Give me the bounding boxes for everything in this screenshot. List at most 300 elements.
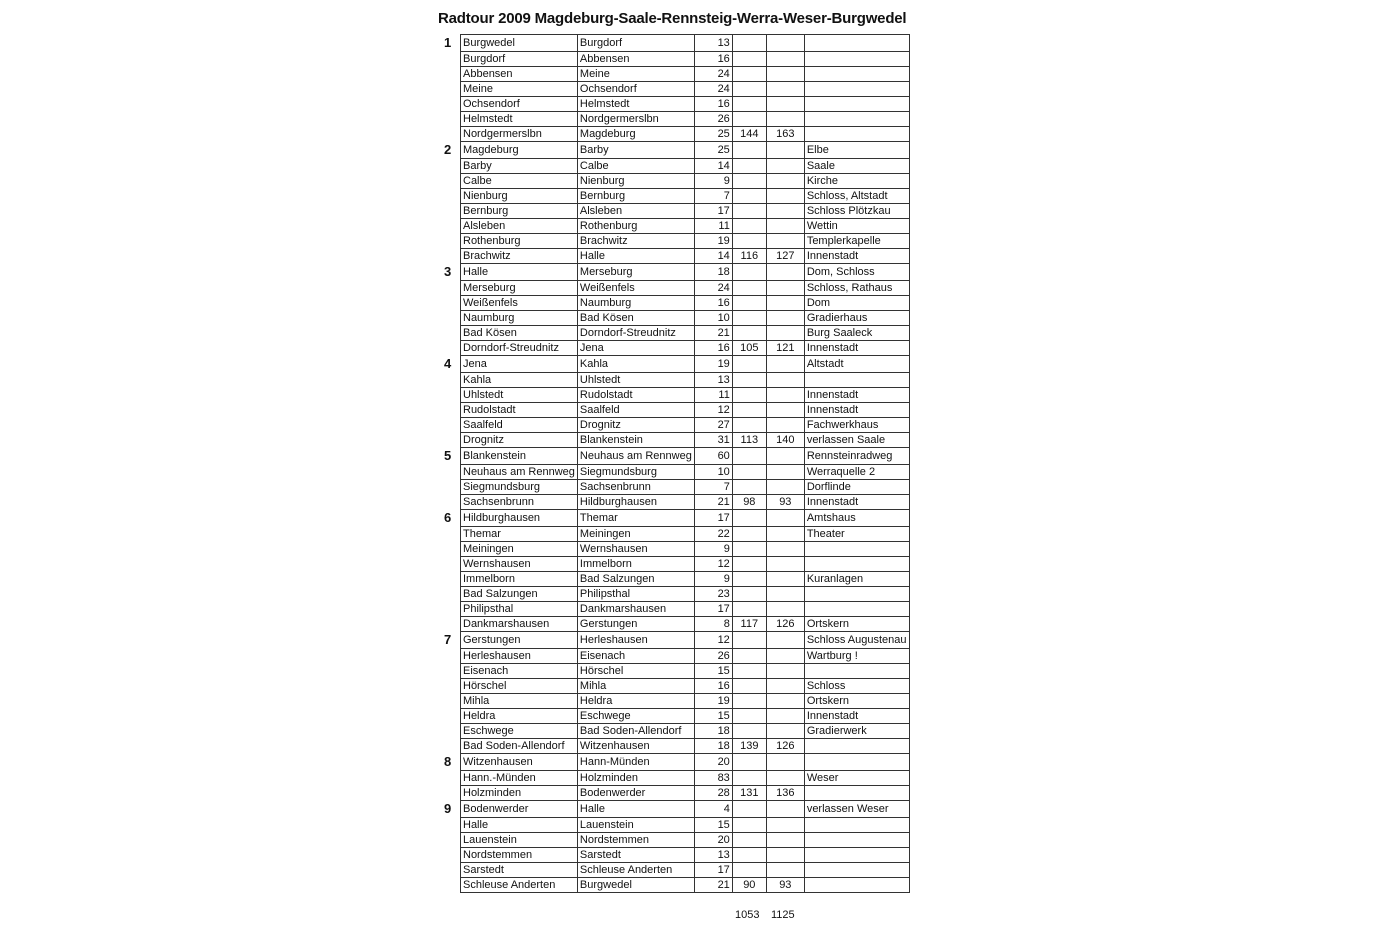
cell-to: Magdeburg bbox=[577, 127, 694, 142]
table-row bbox=[461, 448, 910, 465]
cell-note: Werraquelle 2 bbox=[804, 465, 909, 480]
table-row bbox=[461, 632, 910, 649]
cell-sum2 bbox=[766, 388, 804, 403]
cell-sum1 bbox=[732, 664, 766, 679]
total-sum1: 1053 bbox=[735, 909, 760, 921]
cell-sum2: 121 bbox=[766, 341, 804, 356]
cell-note: Altstadt bbox=[804, 356, 909, 373]
day-number: 6 bbox=[444, 509, 452, 525]
cell-to: Weißenfels bbox=[577, 281, 694, 296]
table-row bbox=[461, 264, 910, 281]
cell-to: Drognitz bbox=[577, 418, 694, 433]
day-number: 3 bbox=[444, 263, 452, 279]
cell-sum2 bbox=[766, 159, 804, 174]
cell-sum1 bbox=[732, 174, 766, 189]
table-row bbox=[461, 480, 910, 495]
cell-to: Neuhaus am Rennweg bbox=[577, 448, 694, 465]
cell-to: Jena bbox=[577, 341, 694, 356]
cell-sum1 bbox=[732, 818, 766, 833]
cell-sum1 bbox=[732, 82, 766, 97]
cell-sum1: 116 bbox=[732, 249, 766, 264]
cell-sum1 bbox=[732, 35, 766, 52]
cell-sum1 bbox=[732, 527, 766, 542]
cell-sum1 bbox=[732, 189, 766, 204]
cell-km: 9 bbox=[694, 542, 732, 557]
table-row bbox=[461, 557, 910, 572]
cell-sum2 bbox=[766, 296, 804, 311]
cell-to: Saalfeld bbox=[577, 403, 694, 418]
cell-from: Immelborn bbox=[461, 572, 578, 587]
cell-note: Saale bbox=[804, 159, 909, 174]
cell-km: 60 bbox=[694, 448, 732, 465]
table-row bbox=[461, 52, 910, 67]
day-number: 2 bbox=[444, 141, 452, 157]
cell-from: Lauenstein bbox=[461, 833, 578, 848]
cell-to: Meine bbox=[577, 67, 694, 82]
cell-km: 21 bbox=[694, 326, 732, 341]
table-row bbox=[461, 587, 910, 602]
cell-note bbox=[804, 557, 909, 572]
cell-sum2 bbox=[766, 448, 804, 465]
cell-sum2: 93 bbox=[766, 878, 804, 893]
table-row bbox=[461, 204, 910, 219]
cell-sum1 bbox=[732, 356, 766, 373]
cell-sum1 bbox=[732, 542, 766, 557]
cell-km: 18 bbox=[694, 264, 732, 281]
table-row bbox=[461, 878, 910, 893]
cell-note: Schloss, Rathaus bbox=[804, 281, 909, 296]
cell-from: Neuhaus am Rennweg bbox=[461, 465, 578, 480]
cell-km: 11 bbox=[694, 388, 732, 403]
cell-sum2 bbox=[766, 418, 804, 433]
cell-to: Alsleben bbox=[577, 204, 694, 219]
cell-sum1: 131 bbox=[732, 786, 766, 801]
cell-sum2 bbox=[766, 572, 804, 587]
cell-sum2 bbox=[766, 771, 804, 786]
cell-from: Schleuse Anderten bbox=[461, 878, 578, 893]
table-row bbox=[461, 127, 910, 142]
cell-sum1 bbox=[732, 754, 766, 771]
cell-sum2 bbox=[766, 281, 804, 296]
cell-note: Kuranlagen bbox=[804, 572, 909, 587]
cell-from: Burgdorf bbox=[461, 52, 578, 67]
cell-to: Rothenburg bbox=[577, 219, 694, 234]
cell-sum1 bbox=[732, 67, 766, 82]
cell-sum2 bbox=[766, 234, 804, 249]
cell-sum2 bbox=[766, 204, 804, 219]
cell-km: 17 bbox=[694, 204, 732, 219]
cell-from: Dorndorf-Streudnitz bbox=[461, 341, 578, 356]
cell-from: Mihla bbox=[461, 694, 578, 709]
cell-km: 21 bbox=[694, 878, 732, 893]
cell-sum2 bbox=[766, 649, 804, 664]
cell-to: Rudolstadt bbox=[577, 388, 694, 403]
cell-km: 24 bbox=[694, 82, 732, 97]
cell-to: Eschwege bbox=[577, 709, 694, 724]
cell-from: Uhlstedt bbox=[461, 388, 578, 403]
cell-km: 21 bbox=[694, 495, 732, 510]
table-row bbox=[461, 754, 910, 771]
cell-sum1 bbox=[732, 557, 766, 572]
table-row bbox=[461, 281, 910, 296]
cell-from: Helmstedt bbox=[461, 112, 578, 127]
cell-to: Immelborn bbox=[577, 557, 694, 572]
cell-sum2 bbox=[766, 174, 804, 189]
day-number: 8 bbox=[444, 753, 452, 769]
table-row bbox=[461, 572, 910, 587]
cell-sum1: 98 bbox=[732, 495, 766, 510]
cell-to: Bad Soden-Allendorf bbox=[577, 724, 694, 739]
table-row bbox=[461, 356, 910, 373]
table-row bbox=[461, 495, 910, 510]
cell-sum1 bbox=[732, 709, 766, 724]
cell-sum1 bbox=[732, 234, 766, 249]
cell-to: Bad Kösen bbox=[577, 311, 694, 326]
cell-from: Herleshausen bbox=[461, 649, 578, 664]
cell-sum2 bbox=[766, 587, 804, 602]
cell-to: Hörschel bbox=[577, 664, 694, 679]
cell-to: Sarstedt bbox=[577, 848, 694, 863]
cell-km: 25 bbox=[694, 127, 732, 142]
cell-note: Schloss Plötzkau bbox=[804, 204, 909, 219]
cell-to: Hann-Münden bbox=[577, 754, 694, 771]
cell-to: Witzenhausen bbox=[577, 739, 694, 754]
cell-from: Merseburg bbox=[461, 281, 578, 296]
table-row bbox=[461, 786, 910, 801]
cell-sum2 bbox=[766, 863, 804, 878]
cell-sum1 bbox=[732, 632, 766, 649]
cell-km: 8 bbox=[694, 617, 732, 632]
cell-to: Gerstungen bbox=[577, 617, 694, 632]
cell-note bbox=[804, 878, 909, 893]
cell-from: Hildburghausen bbox=[461, 510, 578, 527]
table-row bbox=[461, 159, 910, 174]
cell-sum2 bbox=[766, 35, 804, 52]
cell-km: 22 bbox=[694, 527, 732, 542]
cell-sum2: 140 bbox=[766, 433, 804, 448]
cell-to: Abbensen bbox=[577, 52, 694, 67]
cell-sum2 bbox=[766, 373, 804, 388]
cell-to: Blankenstein bbox=[577, 433, 694, 448]
cell-from: Alsleben bbox=[461, 219, 578, 234]
cell-sum2 bbox=[766, 754, 804, 771]
cell-from: Holzminden bbox=[461, 786, 578, 801]
cell-from: Blankenstein bbox=[461, 448, 578, 465]
cell-km: 19 bbox=[694, 356, 732, 373]
cell-km: 7 bbox=[694, 480, 732, 495]
day-number: 1 bbox=[444, 34, 452, 50]
cell-note: Wartburg ! bbox=[804, 649, 909, 664]
cell-km: 24 bbox=[694, 67, 732, 82]
cell-sum2 bbox=[766, 142, 804, 159]
cell-note bbox=[804, 97, 909, 112]
cell-sum2 bbox=[766, 356, 804, 373]
cell-sum2 bbox=[766, 480, 804, 495]
cell-sum2 bbox=[766, 818, 804, 833]
cell-from: Saalfeld bbox=[461, 418, 578, 433]
cell-to: Kahla bbox=[577, 356, 694, 373]
cell-note: Gradierwerk bbox=[804, 724, 909, 739]
table-row bbox=[461, 617, 910, 632]
cell-to: Nienburg bbox=[577, 174, 694, 189]
cell-km: 10 bbox=[694, 465, 732, 480]
table-row bbox=[461, 833, 910, 848]
cell-from: Kahla bbox=[461, 373, 578, 388]
table-row bbox=[461, 82, 910, 97]
cell-from: Dankmarshausen bbox=[461, 617, 578, 632]
cell-note bbox=[804, 786, 909, 801]
cell-sum2 bbox=[766, 557, 804, 572]
cell-note bbox=[804, 863, 909, 878]
total-sum2: 1125 bbox=[771, 909, 795, 921]
cell-note bbox=[804, 52, 909, 67]
cell-from: Meine bbox=[461, 82, 578, 97]
cell-sum2: 127 bbox=[766, 249, 804, 264]
cell-note: Ortskern bbox=[804, 617, 909, 632]
cell-to: Siegmundsburg bbox=[577, 465, 694, 480]
day-number: 7 bbox=[444, 631, 452, 647]
table-row bbox=[461, 67, 910, 82]
cell-sum2 bbox=[766, 189, 804, 204]
page-title: Radtour 2009 Magdeburg-Saale-Rennsteig-Werra-Weser-Burgwedel bbox=[438, 10, 907, 27]
cell-km: 25 bbox=[694, 142, 732, 159]
cell-from: Witzenhausen bbox=[461, 754, 578, 771]
cell-from: Gerstungen bbox=[461, 632, 578, 649]
table-row bbox=[461, 709, 910, 724]
cell-note bbox=[804, 587, 909, 602]
cell-km: 12 bbox=[694, 632, 732, 649]
cell-from: Meiningen bbox=[461, 542, 578, 557]
cell-km: 14 bbox=[694, 249, 732, 264]
cell-to: Meiningen bbox=[577, 527, 694, 542]
table-row bbox=[461, 801, 910, 818]
cell-sum1 bbox=[732, 480, 766, 495]
cell-to: Barby bbox=[577, 142, 694, 159]
cell-from: Naumburg bbox=[461, 311, 578, 326]
table-row bbox=[461, 527, 910, 542]
cell-sum2 bbox=[766, 801, 804, 818]
cell-sum1: 144 bbox=[732, 127, 766, 142]
cell-note bbox=[804, 754, 909, 771]
day-number: 9 bbox=[444, 800, 452, 816]
cell-sum2 bbox=[766, 510, 804, 527]
cell-from: Jena bbox=[461, 356, 578, 373]
cell-to: Halle bbox=[577, 249, 694, 264]
cell-sum1 bbox=[732, 281, 766, 296]
cell-note: Schloss bbox=[804, 679, 909, 694]
cell-note bbox=[804, 602, 909, 617]
cell-km: 18 bbox=[694, 739, 732, 754]
cell-sum1 bbox=[732, 97, 766, 112]
cell-note: Ortskern bbox=[804, 694, 909, 709]
cell-km: 16 bbox=[694, 341, 732, 356]
cell-km: 12 bbox=[694, 403, 732, 418]
cell-to: Sachsenbrunn bbox=[577, 480, 694, 495]
cell-km: 20 bbox=[694, 754, 732, 771]
cell-to: Uhlstedt bbox=[577, 373, 694, 388]
cell-sum2 bbox=[766, 833, 804, 848]
cell-km: 13 bbox=[694, 373, 732, 388]
cell-km: 20 bbox=[694, 833, 732, 848]
cell-sum2 bbox=[766, 403, 804, 418]
cell-sum1: 105 bbox=[732, 341, 766, 356]
cell-sum1 bbox=[732, 572, 766, 587]
cell-from: Ochsendorf bbox=[461, 97, 578, 112]
cell-km: 13 bbox=[694, 35, 732, 52]
cell-from: Sarstedt bbox=[461, 863, 578, 878]
cell-km: 15 bbox=[694, 664, 732, 679]
cell-sum1 bbox=[732, 142, 766, 159]
cell-km: 17 bbox=[694, 602, 732, 617]
cell-sum2: 126 bbox=[766, 617, 804, 632]
cell-sum1 bbox=[732, 679, 766, 694]
cell-from: Bad Soden-Allendorf bbox=[461, 739, 578, 754]
route-table bbox=[460, 34, 910, 893]
cell-to: Halle bbox=[577, 801, 694, 818]
table-row bbox=[461, 679, 910, 694]
cell-note: Innenstadt bbox=[804, 709, 909, 724]
table-row bbox=[461, 219, 910, 234]
cell-to: Eisenach bbox=[577, 649, 694, 664]
table-row bbox=[461, 542, 910, 557]
cell-sum2 bbox=[766, 52, 804, 67]
cell-sum1 bbox=[732, 204, 766, 219]
cell-note bbox=[804, 373, 909, 388]
cell-from: Wernshausen bbox=[461, 557, 578, 572]
cell-from: Brachwitz bbox=[461, 249, 578, 264]
cell-sum1 bbox=[732, 112, 766, 127]
cell-to: Heldra bbox=[577, 694, 694, 709]
cell-note bbox=[804, 542, 909, 557]
table-row bbox=[461, 848, 910, 863]
cell-from: Bad Kösen bbox=[461, 326, 578, 341]
cell-note bbox=[804, 818, 909, 833]
cell-sum1: 139 bbox=[732, 739, 766, 754]
cell-from: Burgwedel bbox=[461, 35, 578, 52]
cell-sum2 bbox=[766, 542, 804, 557]
cell-note: Innenstadt bbox=[804, 341, 909, 356]
cell-note: Fachwerkhaus bbox=[804, 418, 909, 433]
cell-sum2 bbox=[766, 97, 804, 112]
cell-km: 26 bbox=[694, 112, 732, 127]
cell-km: 16 bbox=[694, 52, 732, 67]
cell-sum2: 136 bbox=[766, 786, 804, 801]
day-number: 4 bbox=[444, 355, 452, 371]
cell-sum1 bbox=[732, 418, 766, 433]
cell-note: Dom, Schloss bbox=[804, 264, 909, 281]
cell-sum1: 90 bbox=[732, 878, 766, 893]
cell-sum1: 117 bbox=[732, 617, 766, 632]
cell-note bbox=[804, 127, 909, 142]
cell-sum2 bbox=[766, 311, 804, 326]
cell-note: Innenstadt bbox=[804, 388, 909, 403]
cell-sum2 bbox=[766, 67, 804, 82]
table-row bbox=[461, 373, 910, 388]
cell-to: Dankmarshausen bbox=[577, 602, 694, 617]
cell-sum1 bbox=[732, 448, 766, 465]
cell-note: Dorflinde bbox=[804, 480, 909, 495]
cell-km: 16 bbox=[694, 296, 732, 311]
day-number: 5 bbox=[444, 447, 452, 463]
table-row bbox=[461, 724, 910, 739]
cell-sum1 bbox=[732, 296, 766, 311]
cell-km: 15 bbox=[694, 709, 732, 724]
cell-to: Burgwedel bbox=[577, 878, 694, 893]
cell-to: Dorndorf-Streudnitz bbox=[577, 326, 694, 341]
cell-from: Halle bbox=[461, 818, 578, 833]
cell-from: Philipsthal bbox=[461, 602, 578, 617]
cell-to: Mihla bbox=[577, 679, 694, 694]
cell-note: Templerkapelle bbox=[804, 234, 909, 249]
cell-to: Brachwitz bbox=[577, 234, 694, 249]
cell-sum1 bbox=[732, 264, 766, 281]
cell-from: Barby bbox=[461, 159, 578, 174]
cell-sum1 bbox=[732, 403, 766, 418]
cell-km: 27 bbox=[694, 418, 732, 433]
cell-from: Magdeburg bbox=[461, 142, 578, 159]
cell-note: Burg Saaleck bbox=[804, 326, 909, 341]
cell-to: Herleshausen bbox=[577, 632, 694, 649]
cell-to: Nordgermerslbn bbox=[577, 112, 694, 127]
cell-from: Eisenach bbox=[461, 664, 578, 679]
cell-km: 14 bbox=[694, 159, 732, 174]
cell-to: Holzminden bbox=[577, 771, 694, 786]
table-row bbox=[461, 311, 910, 326]
cell-km: 13 bbox=[694, 848, 732, 863]
table-row bbox=[461, 694, 910, 709]
cell-from: Nordgermerslbn bbox=[461, 127, 578, 142]
cell-from: Heldra bbox=[461, 709, 578, 724]
cell-note: Rennsteinradweg bbox=[804, 448, 909, 465]
table-row bbox=[461, 818, 910, 833]
cell-sum1 bbox=[732, 311, 766, 326]
table-row bbox=[461, 174, 910, 189]
cell-from: Drognitz bbox=[461, 433, 578, 448]
cell-sum2 bbox=[766, 632, 804, 649]
cell-km: 7 bbox=[694, 189, 732, 204]
cell-from: Nordstemmen bbox=[461, 848, 578, 863]
cell-sum2 bbox=[766, 219, 804, 234]
table-row bbox=[461, 326, 910, 341]
table-row bbox=[461, 142, 910, 159]
cell-sum1 bbox=[732, 694, 766, 709]
cell-sum1 bbox=[732, 848, 766, 863]
cell-km: 23 bbox=[694, 587, 732, 602]
cell-to: Themar bbox=[577, 510, 694, 527]
cell-note: Innenstadt bbox=[804, 249, 909, 264]
cell-note bbox=[804, 112, 909, 127]
cell-km: 17 bbox=[694, 863, 732, 878]
cell-to: Nordstemmen bbox=[577, 833, 694, 848]
table-row bbox=[461, 189, 910, 204]
cell-from: Hann.-Münden bbox=[461, 771, 578, 786]
cell-from: Eschwege bbox=[461, 724, 578, 739]
cell-km: 17 bbox=[694, 510, 732, 527]
cell-sum1 bbox=[732, 373, 766, 388]
cell-note: Dom bbox=[804, 296, 909, 311]
cell-from: Bad Salzungen bbox=[461, 587, 578, 602]
cell-sum1: 113 bbox=[732, 433, 766, 448]
cell-km: 11 bbox=[694, 219, 732, 234]
cell-km: 9 bbox=[694, 174, 732, 189]
cell-note: Schloss Augustenau bbox=[804, 632, 909, 649]
cell-to: Ochsendorf bbox=[577, 82, 694, 97]
cell-km: 16 bbox=[694, 97, 732, 112]
table-row bbox=[461, 341, 910, 356]
cell-sum2 bbox=[766, 709, 804, 724]
cell-km: 19 bbox=[694, 234, 732, 249]
cell-km: 18 bbox=[694, 724, 732, 739]
